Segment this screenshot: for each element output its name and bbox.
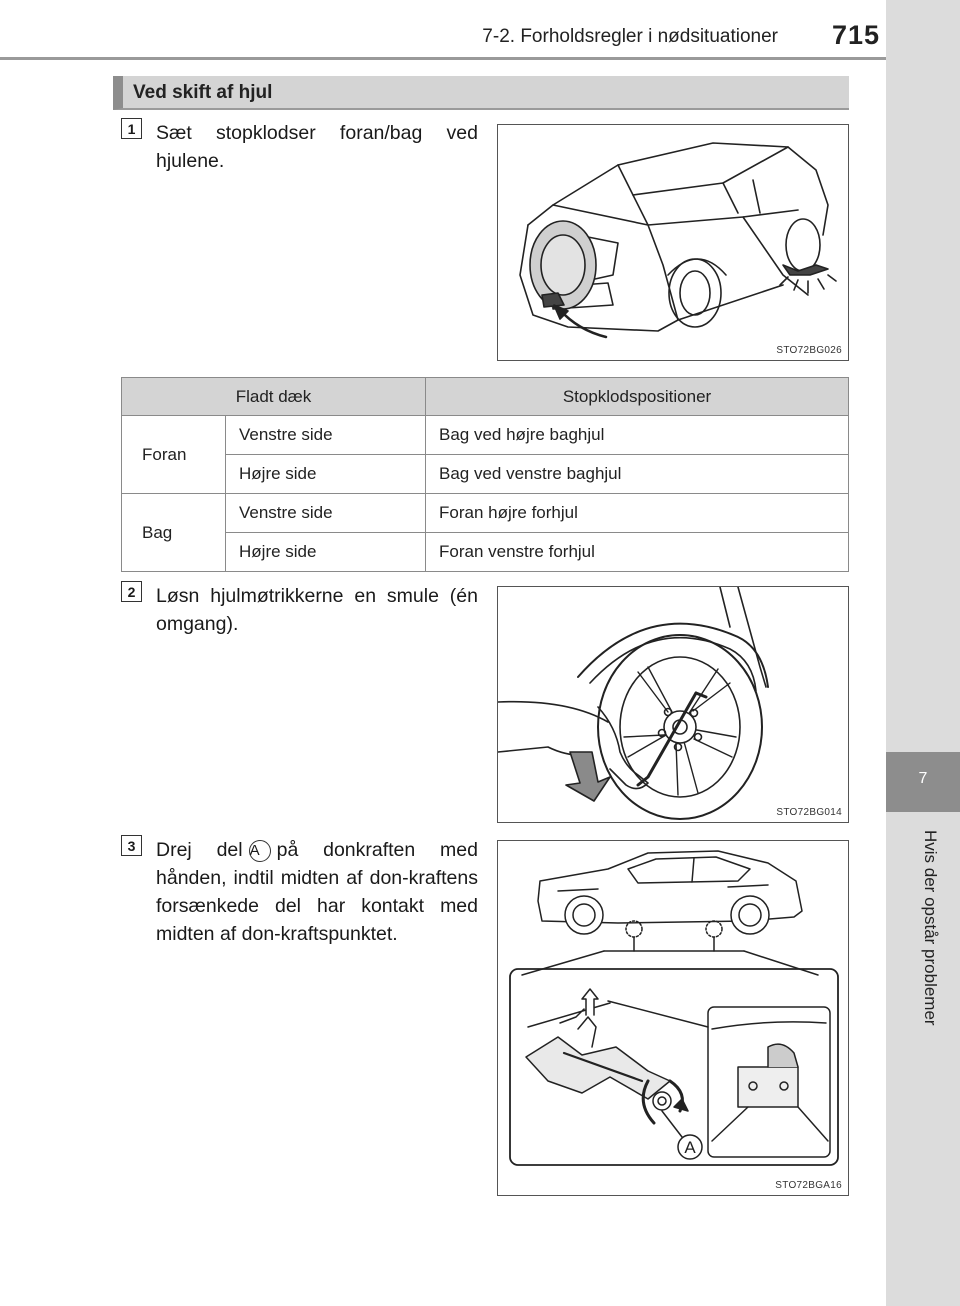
section-title: Ved skift af hjul [133,82,273,103]
step-badge-3: 3 [121,835,142,856]
step-text-1: Sæt stopklodser foran/bag ved hjulene. [156,122,478,172]
table-cell-side: Højre side [226,455,426,494]
marker-a: A [249,840,271,862]
chapter-side-tab [886,0,960,1306]
lug-wrench-illustration [498,587,849,823]
header-rule [0,57,886,60]
table-cell-position: Foran venstre forhjul [426,533,849,572]
table-header-chock-position: Stopklodspositioner [426,378,849,416]
table-cell-position: Foran højre forhjul [426,494,849,533]
figure-caption-1: STO72BG026 [776,345,842,356]
step-badge-1: 1 [121,118,142,139]
wheel-chock-table [121,377,849,572]
figure-wheel-chocks [497,124,849,361]
step-badge-2: 2 [121,581,142,602]
table-row [122,494,849,533]
table-cell-side: Venstre side [226,494,426,533]
page-number: 715 [831,20,880,50]
table-cell-side: Venstre side [226,416,426,455]
chapter-heading: 7-2. Forholdsregler i nødsituationer [482,26,778,47]
section-title-bar [113,76,849,110]
table-row [122,533,849,572]
table-row [122,455,849,494]
chapter-title-vertical: Hvis der opstår problemer [921,830,940,1026]
step-text-3-after: på donkraften med hånden, indtil midten af don-kraftens forsænkede del har kontakt med midten af don-kraftspunktet. [156,839,478,945]
table-cell-position: Bag ved højre baghjul [426,416,849,455]
figure-caption-2: STO72BG014 [776,807,842,818]
figure-loosen-nuts [497,586,849,823]
table-row [122,416,849,455]
table-header-flat-tire: Fladt dæk [122,378,426,416]
chapter-number-band [886,752,960,812]
table-cell-position: Bag ved venstre baghjul [426,455,849,494]
car-chocks-illustration [498,125,849,361]
figure-caption-3: STO72BGA16 [775,1180,842,1191]
figure-jack-position [497,840,849,1196]
chapter-number: 7 [918,770,928,787]
table-group-label: Foran [122,416,226,494]
step-text-3-before: Drej del [156,839,243,861]
page-header [0,0,886,60]
step-text-3 [156,836,478,948]
table-cell-side: Højre side [226,533,426,572]
step-text-2: Løsn hjulmøtrikkerne en smule (én omgang). [156,585,478,635]
table-group-label: Bag [122,494,226,572]
jack-illustration [498,841,849,1196]
figure-label-a: A [684,1138,696,1157]
table-header-row [122,378,849,416]
